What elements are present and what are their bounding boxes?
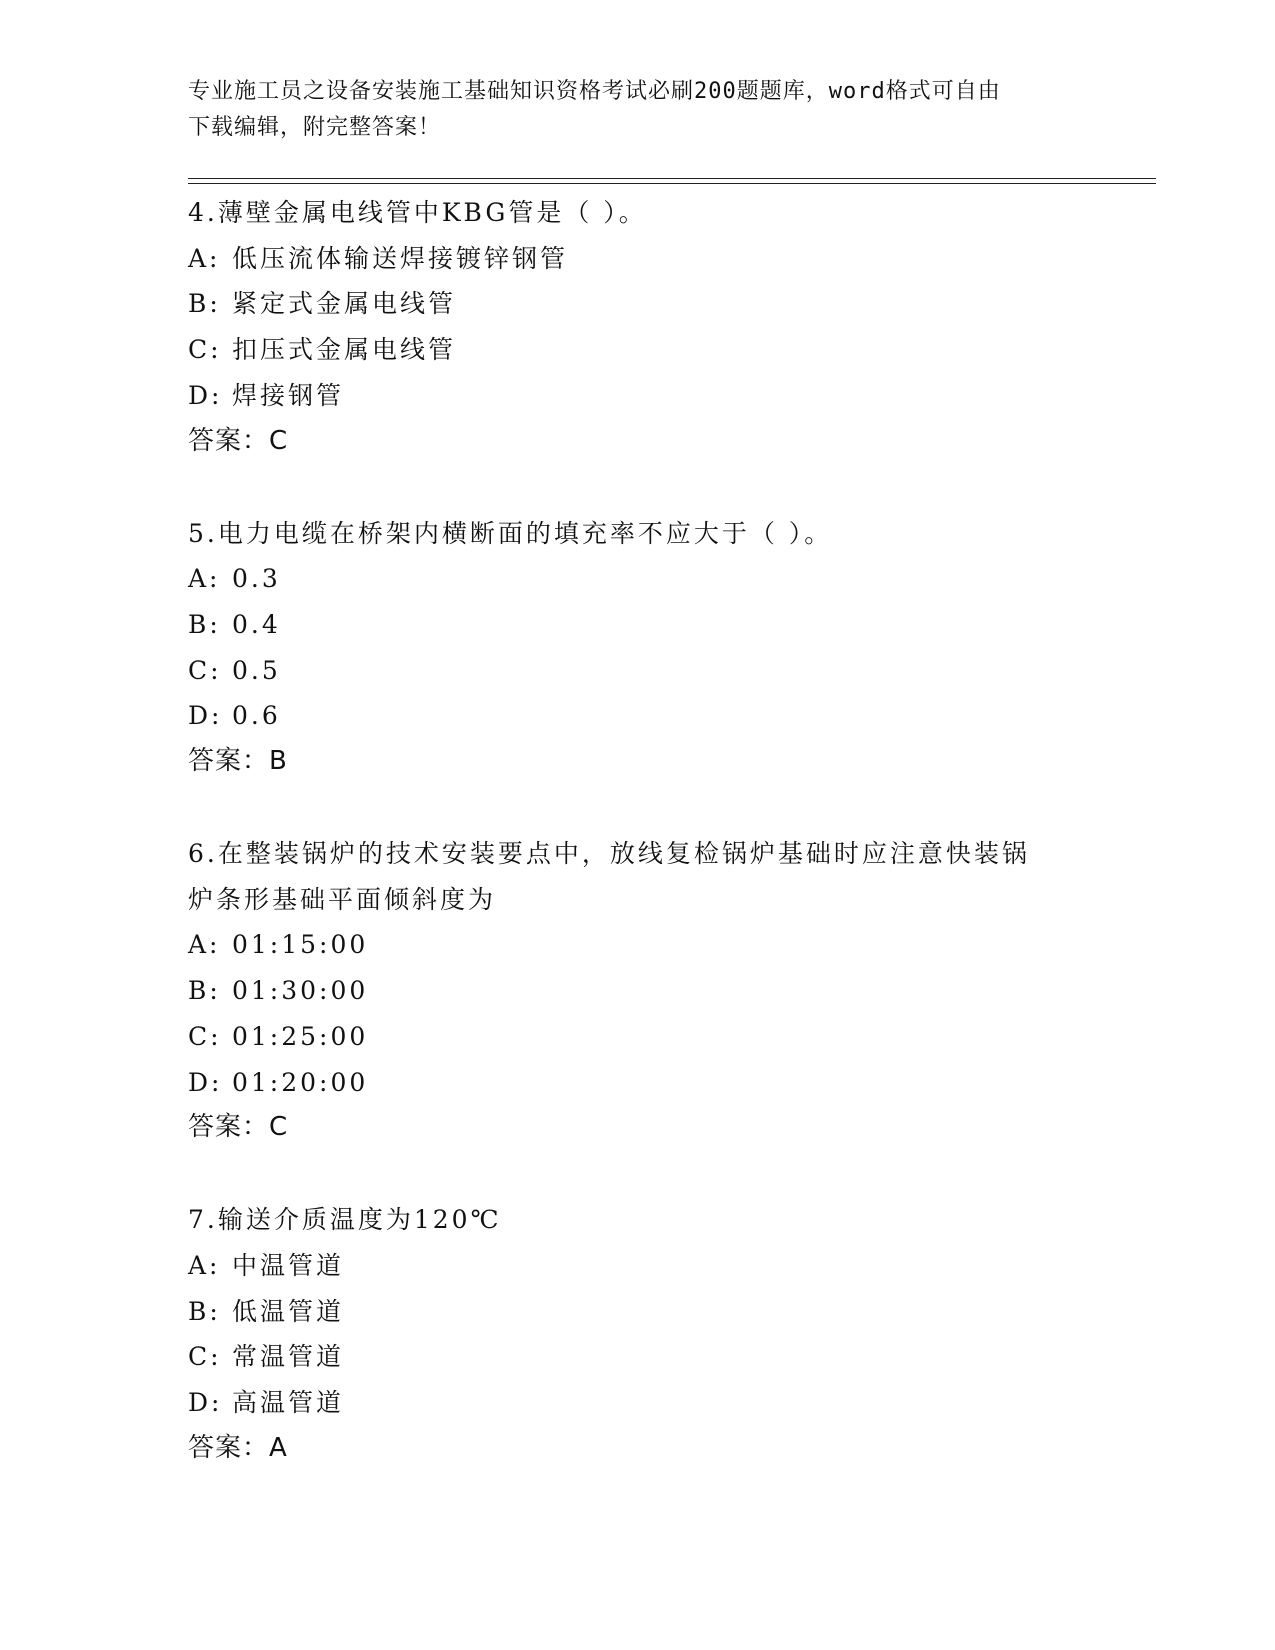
- option-row: [188, 281, 1088, 327]
- option-row: [188, 373, 1088, 419]
- option-row: [188, 1014, 1088, 1060]
- option-label: D:: [188, 380, 223, 410]
- option-row: [188, 602, 1088, 648]
- option-row: [188, 327, 1088, 373]
- option-label: C:: [188, 1342, 222, 1372]
- option-label: C:: [188, 335, 222, 365]
- document-header: [188, 74, 1068, 146]
- option-row: [188, 693, 1088, 739]
- header-line-1: 专业施工员之设备安装施工基础知识资格考试必刷200题题库，word格式可自由: [188, 79, 1001, 104]
- option-label: B:: [188, 976, 221, 1006]
- option-label: A:: [188, 564, 221, 594]
- option-row: [188, 1060, 1088, 1106]
- option-row: [188, 922, 1088, 968]
- header-divider-top: [188, 178, 1156, 179]
- option-text: 高温管道: [232, 1388, 345, 1418]
- option-text: 紧定式金属电线管: [232, 289, 457, 319]
- answer-text: 答案：C: [188, 1112, 289, 1143]
- option-row: [188, 1289, 1088, 1335]
- question-text: 5.电力电缆在桥架内横断面的填充率不应大于（ ）。: [188, 518, 833, 548]
- question-text: 4.薄壁金属电线管中KBG管是（ ）。: [188, 198, 647, 227]
- option-text: 常温管道: [232, 1342, 345, 1372]
- option-label: B:: [188, 609, 221, 639]
- option-row: [188, 556, 1088, 602]
- option-row: [188, 968, 1088, 1014]
- answer-text: 答案：A: [188, 1432, 288, 1463]
- header-divider-bottom: [188, 183, 1156, 184]
- option-text: 扣压式金属电线管: [232, 335, 457, 365]
- question-block: [188, 511, 1088, 785]
- option-text: 01:30:00: [232, 976, 369, 1006]
- question-text: 6.在整装锅炉的技术安装要点中，放线复检锅炉基础时应注意快装锅: [188, 839, 1030, 869]
- question-block: [188, 1197, 1088, 1471]
- option-row: [188, 1380, 1088, 1426]
- option-label: C:: [188, 1021, 222, 1051]
- option-text: 01:15:00: [232, 930, 369, 960]
- option-text: 01:25:00: [232, 1021, 369, 1051]
- option-text: 01:20:00: [232, 1067, 369, 1097]
- option-label: A:: [188, 930, 221, 960]
- option-text: 焊接钢管: [232, 380, 345, 410]
- option-row: [188, 1243, 1088, 1289]
- option-text: 低压流体输送焊接镀锌钢管: [232, 243, 569, 273]
- option-text: 0.6: [232, 701, 281, 731]
- question-block: [188, 190, 1088, 464]
- answer-text: 答案：C: [188, 425, 289, 456]
- option-text: 0.3: [232, 564, 281, 594]
- question-list: [188, 190, 1088, 1518]
- answer-text: 答案：B: [188, 746, 288, 777]
- option-label: B:: [188, 1296, 221, 1326]
- option-row: [188, 1334, 1088, 1380]
- option-label: D:: [188, 1388, 223, 1418]
- option-row: [188, 236, 1088, 282]
- option-label: D:: [188, 701, 223, 731]
- question-block: [188, 831, 1088, 1150]
- option-label: A:: [188, 243, 221, 273]
- option-label: B:: [188, 289, 221, 319]
- option-text: 0.5: [232, 655, 281, 685]
- option-text: 0.4: [232, 609, 281, 639]
- option-label: A:: [188, 1250, 221, 1280]
- option-text: 中温管道: [232, 1250, 345, 1280]
- header-line-2: 下载编辑，附完整答案！: [188, 115, 442, 140]
- question-text: 7.输送介质温度为120℃: [188, 1205, 502, 1235]
- option-row: [188, 648, 1088, 694]
- option-text: 低温管道: [232, 1296, 345, 1326]
- question-text: 炉条形基础平面倾斜度为: [188, 884, 497, 914]
- option-label: C:: [188, 655, 222, 685]
- option-label: D:: [188, 1067, 223, 1097]
